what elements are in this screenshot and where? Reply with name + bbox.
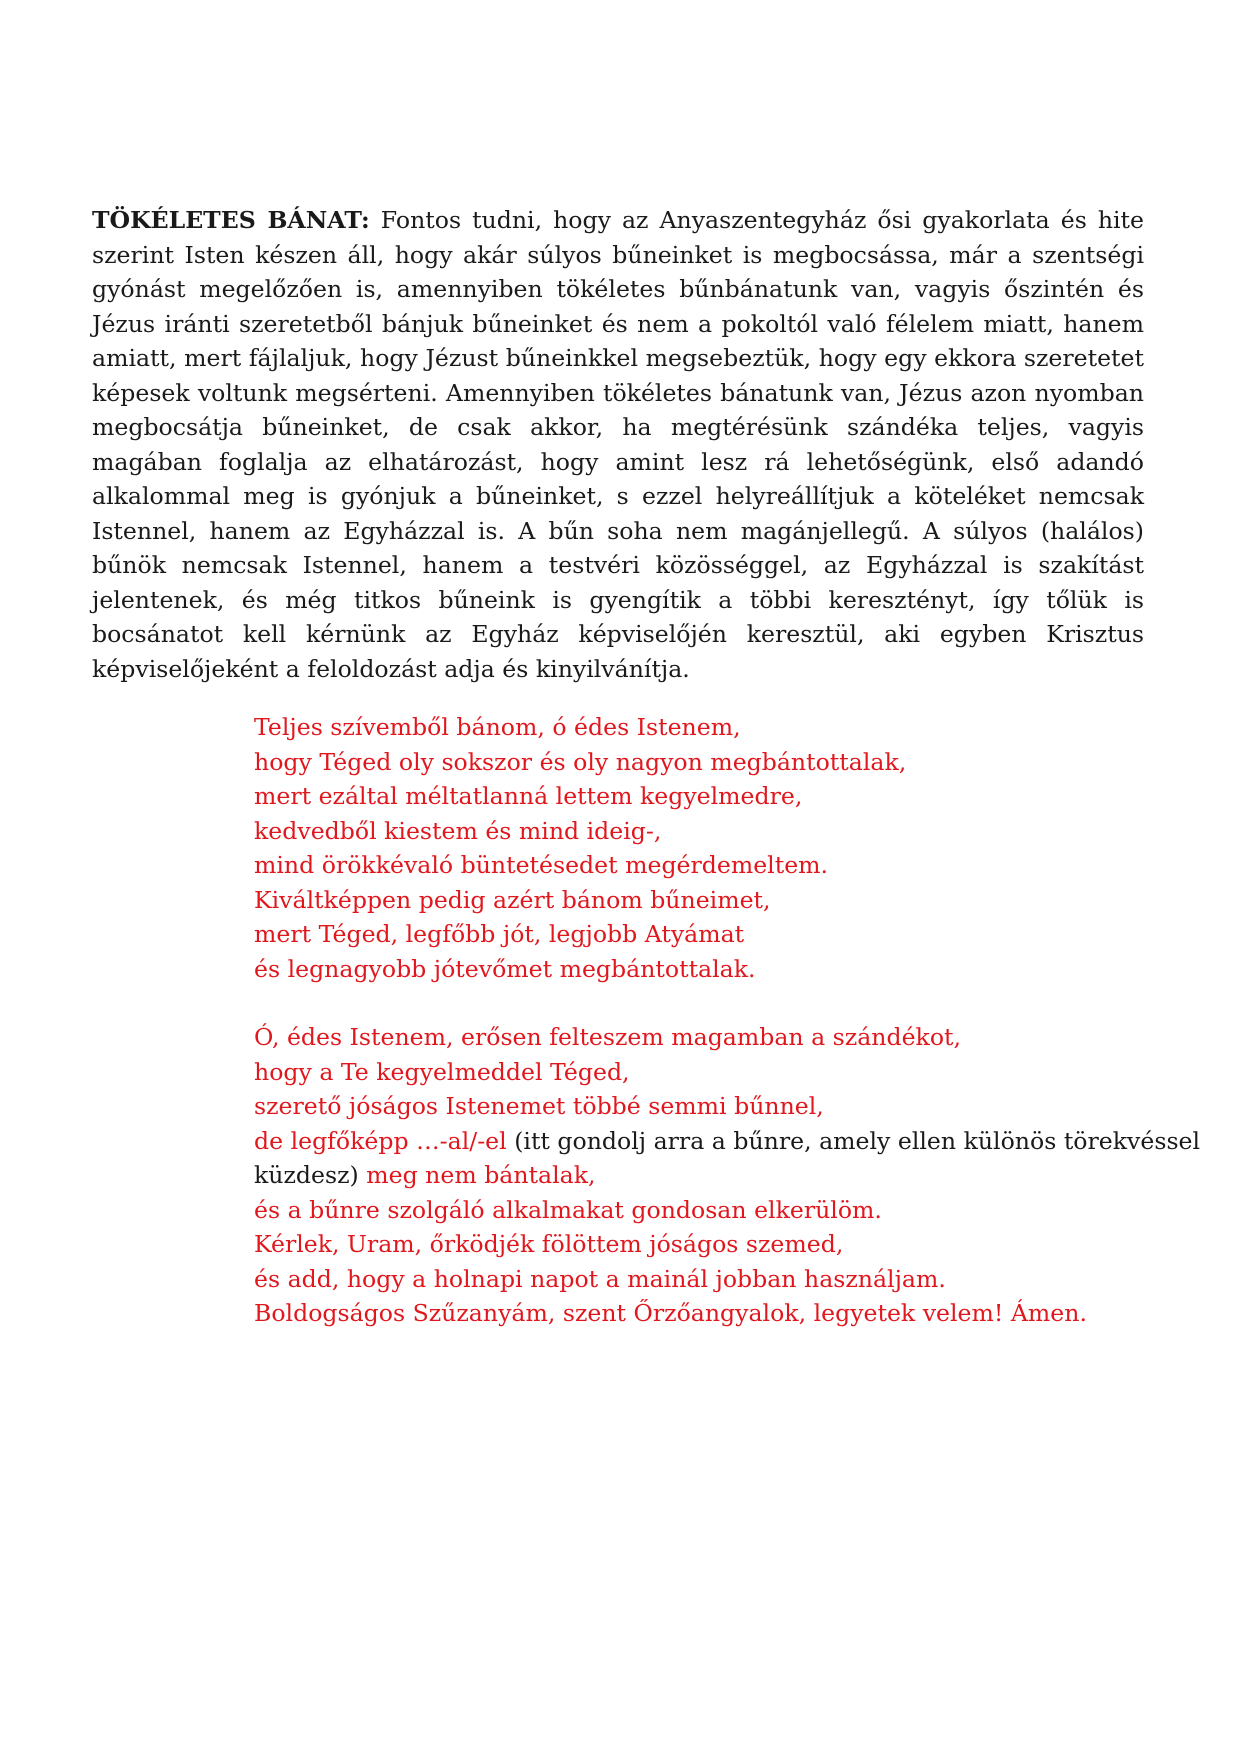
prayer-line: és add, hogy a holnapi napot a mainál jobban használjam. (254, 1264, 946, 1293)
prayer-line: Boldogságos Szűzanyám, szent Őrzőangyalok, legyetek velem! Ámen. (254, 1299, 1087, 1327)
prayer-stanza-2 (254, 1020, 1201, 1331)
prayer-fragment: de legfőképp …-al/-el (254, 1126, 507, 1155)
prayer-line: Ó, édes Istenem, erősen felteszem magamban a szándékot, (254, 1023, 962, 1051)
prayer-line: hogy Téged oly sokszor és oly nagyon megbántottalak, (254, 747, 907, 776)
intro-title: TÖKÉLETES BÁNAT: (92, 206, 370, 234)
prayer-stanza-1 (254, 710, 1154, 986)
prayer-line: mind örökkévaló büntetésedet megérdemeltem. (254, 851, 829, 879)
prayer-line: és a bűnre szolgáló alkalmakat gondosan elkerülöm. (254, 1195, 882, 1224)
prayer-line: szerető jóságos Istenemet többé semmi bűnnel, (254, 1092, 824, 1120)
instruction-note: küzdesz) (254, 1161, 359, 1189)
prayer-line: Teljes szívemből bánom, ó édes Istenem, (254, 713, 741, 741)
prayer-line-mixed (254, 1124, 1201, 1159)
prayer-line: hogy a Te kegyelmeddel Téged, (254, 1057, 630, 1086)
prayer-line: Kérlek, Uram, őrködjék fölöttem jóságos szemed, (254, 1230, 844, 1258)
prayer-line: Kiváltképpen pedig azért bánom bűneimet, (254, 885, 771, 914)
prayer-line-mixed (254, 1158, 1154, 1193)
prayer-line: mert Téged, legfőbb jót, legjobb Atyámat (254, 920, 745, 948)
prayer-fragment: meg nem bántalak, (358, 1161, 596, 1189)
prayer-line: és legnagyobb jótevőmet megbántottalak. (254, 954, 756, 983)
prayer-line: mert ezáltal méltatlanná lettem kegyelmedre, (254, 782, 803, 810)
intro-paragraph (92, 203, 1144, 686)
intro-body: Fontos tudni, hogy az Anyaszentegyház ősi gyakorlata és hite szerint Isten készen áll, hogy akár súlyos bűneinket is megbocsássa, már a szentségi gyónást megelőzően is, amennyiben tökéletes bűnbánatunk van, vagyis őszintén és Jézus iránti szeretetből bánjuk bűneinket és nem a pokoltól való félelem miatt, hanem amiatt, mert fájlaljuk, hogy Jézust bűneinkkel megsebeztük, hogy egy ekkora szeretetet képesek voltunk megsérteni. Amennyiben tökéletes bánatunk van, Jézus azon nyomban megbocsátja bűneinket, de csak akkor, ha megtérésünk szándéka teljes, vagyis magában foglalja az elhatározást, hogy amint lesz rá lehetőségünk, első adandó alkalommal meg is gyónjuk a bűneinket, s ezzel helyreállítjuk a köteléket nemcsak Istennel, hanem az Egyházzal is. A bűn soha nem magánjellegű. A súlyos (halálos) bűnök nemcsak Istennel, hanem a testvéri közösséggel, az Egyházzal is szakítást jelentenek, és még titkos bűneink is gyengítik a többi keresztényt, így tőlük is bocsánatot kell kérnünk az Egyház képviselőjén keresztül, aki egyben Krisztus képviselőjeként a feloldozást adja és kinyilvánítja. (92, 206, 1145, 683)
prayer-line: kedvedből kiestem és mind ideig-, (254, 816, 662, 845)
instruction-note: (itt gondolj arra a bűnre, amely ellen különös törekvéssel (506, 1126, 1201, 1155)
